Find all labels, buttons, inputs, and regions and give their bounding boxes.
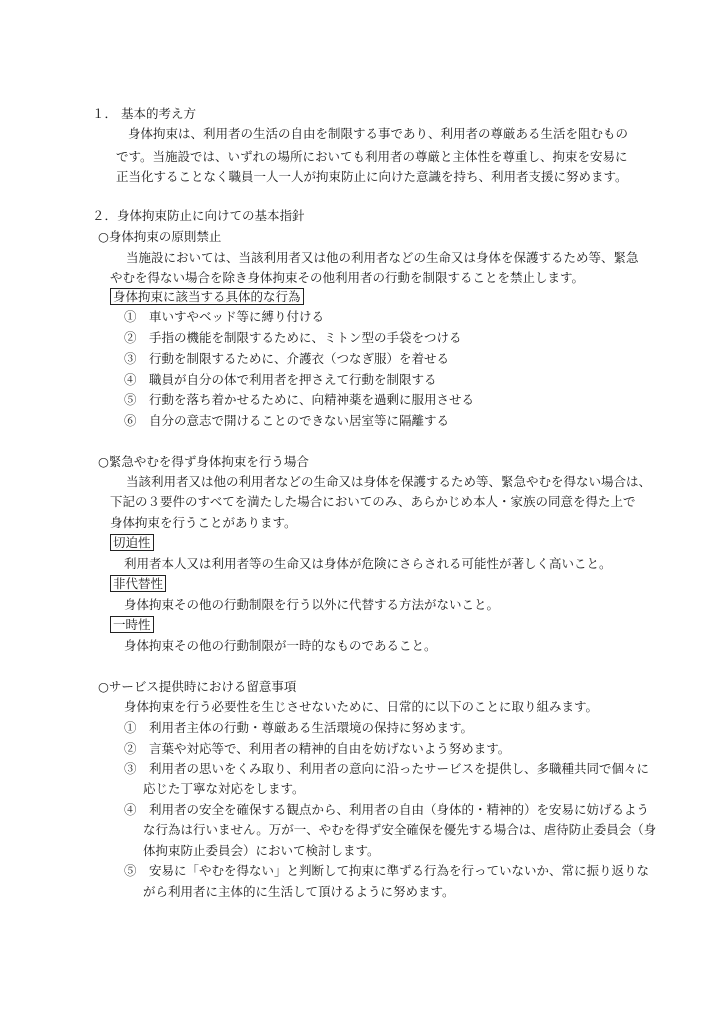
requirement-text: 身体拘束その他の行動制限を行う以外に代替する方法がないこと。 <box>124 597 500 612</box>
principle-line-1: 当施設においては、当該利用者又は他の利用者などの生命又は身体を保護するため等、緊急 <box>126 250 639 265</box>
requirement-label-box: 切迫性 <box>110 534 154 551</box>
section1-line-2: です。当施設では、いずれの場所においても利用者の尊厳と主体性を尊重し、拘束を安易に <box>116 149 628 164</box>
requirement-text: 身体拘束その他の行動制限が一時的なものであること。 <box>124 638 437 653</box>
principle-title: ○身体拘束の原則禁止 <box>98 229 222 244</box>
section1-line-3: 正当化することなく職員一人一人が拘束防止に向けた意識を持ち、利用者支援に努めます。 <box>116 169 628 184</box>
examples-label-box: 身体拘束に該当する具体的な行為 <box>110 288 304 305</box>
example-item: ④ 職員が自分の体で利用者を押さえて行動を制限する <box>124 372 437 387</box>
service-item: ① 利用者主体の行動・尊厳ある生活環境の保持に努めます。 <box>124 720 474 735</box>
section1-heading: １． 基本的考え方 <box>92 106 196 121</box>
example-item: ⑥ 自分の意志で開けることのできない居室等に隔離する <box>124 413 450 428</box>
section1-line-1: 身体拘束は、利用者の生活の自由を制限する事であり、利用者の尊厳ある生活を阻むもの <box>128 126 629 141</box>
emergency-line-2: 下記の３要件のすべてを満たした場合においてのみ、あらかじめ本人・家族の同意を得た上で <box>110 494 636 509</box>
service-item: ⑤ 安易に「やむを得ない」と判断して拘束に準ずる行為を行っていないか、常に振り返りな <box>124 863 650 878</box>
requirement-label <box>110 576 166 592</box>
example-item: ⑤ 行動を落ち着かせるために、向精神薬を過剰に服用させる <box>124 392 475 407</box>
example-item: ① 車いすやベッド等に縛り付ける <box>124 309 325 324</box>
requirement-text: 利用者本人又は利用者等の生命又は身体が危険にさらされる可能性が著しく高いこと。 <box>124 556 612 571</box>
service-item-cont: な行為は行いません。万が一、やむを得ず安全確保を優先する場合は、虐待防止委員会（身 <box>143 822 657 837</box>
emergency-line-1: 当該利用者又は他の利用者などの生命又は身体を保護するため等、緊急やむを得ない場合は、 <box>126 474 652 489</box>
requirement-label <box>110 617 154 633</box>
principle-line-2: やむを得ない場合を除き身体拘束その他利用者の行動を制限することを禁止します。 <box>110 270 585 285</box>
service-item-cont: がら利用者に主体的に生活して頂けるように努めます。 <box>143 884 455 899</box>
section2-heading: ２．身体拘束防止に向けての基本指針 <box>92 208 305 223</box>
examples-label <box>110 289 304 305</box>
service-intro: 身体拘束を行う必要性を生じさせないために、日常的に以下のことに取り組みます。 <box>124 699 599 714</box>
requirement-label-box: 一時性 <box>110 616 154 633</box>
requirement-label-box: 非代替性 <box>110 575 166 592</box>
emergency-line-3: 身体拘束を行うことがあります。 <box>110 515 297 530</box>
example-item: ③ 行動を制限するために、介護衣（つなぎ服）を着せる <box>124 351 450 366</box>
example-item: ② 手指の機能を制限するために、ミトン型の手袋をつける <box>124 330 462 345</box>
service-item-cont: 応じた丁寧な対応をします。 <box>143 781 305 796</box>
service-title: ○サービス提供時における留意事項 <box>98 679 297 694</box>
service-item-cont: 体拘束防止委員会）において検討します。 <box>143 843 380 858</box>
service-item: ④ 利用者の安全を確保する観点から、利用者の自由（身体的・精神的）を安易に妨げるよう <box>124 802 650 817</box>
service-item: ② 言葉や対応等で、利用者の精神的自由を妨げないよう努めます。 <box>124 741 511 756</box>
requirement-label <box>110 535 154 551</box>
emergency-title: ○緊急やむを得ず身体拘束を行う場合 <box>98 454 309 469</box>
service-item: ③ 利用者の思いをくみ取り、利用者の意向に沿ったサービスを提供し、多職種共同で個々に <box>124 761 650 776</box>
